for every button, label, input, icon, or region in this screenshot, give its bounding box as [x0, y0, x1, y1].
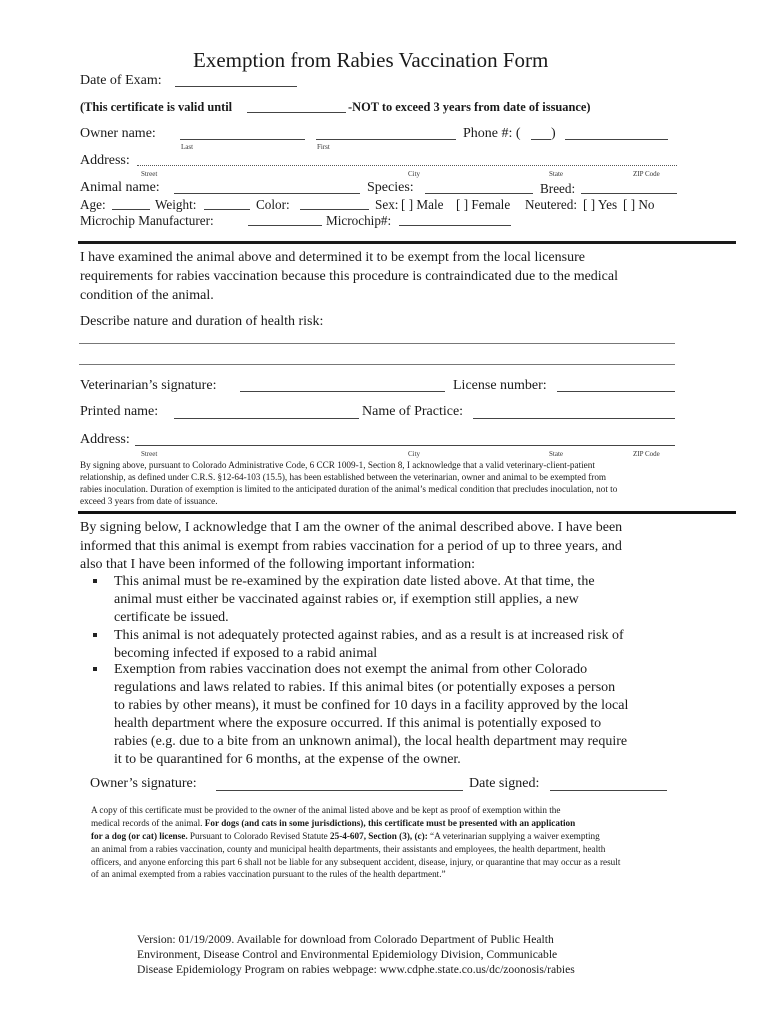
animal-name-field[interactable] [174, 193, 360, 194]
owner-last-name-field[interactable] [180, 139, 305, 140]
license-number-field[interactable] [557, 391, 675, 392]
bullet-icon [93, 633, 97, 637]
printed-name-label: Printed name: [80, 404, 159, 419]
bullet-2-line-2: becoming infected if exposed to a rabid animal [114, 646, 378, 661]
phone-area-code-field[interactable] [531, 139, 551, 140]
phone-close-paren: ) [551, 126, 556, 141]
notice-line-3 [91, 830, 600, 842]
address-caption-state: State [549, 170, 563, 178]
owner-last-caption: Last [181, 143, 194, 151]
breed-label: Breed: [540, 181, 576, 196]
vet-statement-line-3: condition of the animal. [80, 288, 214, 303]
vet-address-field[interactable] [135, 445, 675, 446]
species-label: Species: [367, 180, 414, 195]
phone-label: Phone #: ( [463, 126, 521, 141]
notice-line-3-bold: for a dog (or cat) license. [91, 831, 188, 841]
age-label: Age: [80, 197, 106, 212]
bullet-1-line-2: animal must either be vaccinated against rabies or, if exemption still applies, a new [114, 592, 579, 607]
notice-line-2-plain: medical records of the animal. [91, 818, 205, 828]
owner-intro-line-3: also that I have been informed of the following important information: [80, 557, 476, 572]
practice-name-label: Name of Practice: [362, 404, 464, 419]
microchip-manufacturer-label: Microchip Manufacturer: [80, 213, 214, 228]
vet-legal-line-3: rabies inoculation. Duration of exemption is limited to the anticipated duration of the animal’s medical condition that precludes inoculation, not to [80, 484, 618, 494]
vet-address-caption-zip: ZIP Code [633, 450, 660, 458]
notice-line-1: A copy of this certificate must be provided to the owner of the animal listed above and be kept as proof of exemption within the [91, 805, 561, 815]
vet-statement-line-1: I have examined the animal above and determined it to be exempt from the local licensure [80, 250, 585, 265]
owner-address-label: Address: [80, 153, 130, 168]
bullet-1-line-3: certificate be issued. [114, 610, 229, 625]
notice-line-5: officers, and anyone enforcing this part 6 shall not be liable for any subsequent accident, disease, injury, or quarantine that may occur as a result [91, 857, 621, 867]
animal-name-label: Animal name: [80, 180, 160, 195]
bullet-1-line-1: This animal must be re-examined by the expiration date listed above. At that time, the [114, 574, 595, 589]
bullet-3-line-3: to rabies by other means), it must be confined for 10 days in a facility approved by the local [114, 698, 629, 713]
sex-male-checkbox[interactable]: [ ] Male [401, 197, 444, 212]
date-of-exam-field[interactable] [175, 86, 297, 87]
date-of-exam-label: Date of Exam: [80, 73, 162, 88]
notice-line-2 [91, 817, 575, 829]
microchip-number-label: Microchip#: [326, 213, 392, 228]
vet-statement-line-2: requirements for rabies vaccination because this procedure is contraindicated due to the medical [80, 269, 619, 284]
valid-until-field[interactable] [247, 112, 346, 113]
bullet-3-line-5: rabies (e.g. due to a bite from an unknown animal), the local health department may require [114, 734, 628, 749]
health-risk-field-1[interactable] [79, 343, 675, 344]
vet-signature-field[interactable] [240, 391, 445, 392]
bullet-2-line-1: This animal is not adequately protected against rabies, and as a result is at increased risk of [114, 628, 624, 643]
bullet-3-line-6: it to be quarantined for 6 months, at the expense of the owner. [114, 752, 461, 767]
species-field[interactable] [425, 193, 533, 194]
color-field[interactable] [300, 209, 369, 210]
bullet-icon [93, 667, 97, 671]
vet-legal-line-2: relationship, as defined under C.R.S. §12-64-103 (15.5), has been established between the veterinarian, owner and animal to be exempted from [80, 472, 607, 482]
printed-name-field[interactable] [174, 418, 359, 419]
footer-line-1: Version: 01/19/2009. Available for download from Colorado Department of Public Health [137, 933, 554, 946]
notice-line-3-plain: Pursuant to Colorado Revised Statute [187, 831, 331, 841]
owner-first-name-field[interactable] [316, 139, 456, 140]
age-field[interactable] [112, 209, 150, 210]
date-signed-field[interactable] [550, 790, 667, 791]
notice-line-2-bold: For dogs (and cats in some jurisdictions), this certificate must be presented with an application [204, 818, 576, 828]
owner-address-field[interactable] [137, 165, 677, 166]
vet-signature-label: Veterinarian’s signature: [80, 378, 217, 393]
date-signed-label: Date signed: [469, 776, 540, 791]
footer-line-3: Disease Epidemiology Program on rabies webpage: www.cdphe.state.co.us/dc/zoonosis/rabies [137, 963, 575, 976]
notice-quote-start: “A veterinarian supplying a waiver exempting [427, 831, 600, 841]
color-label: Color: [256, 197, 290, 212]
footer-line-2: Environment, Disease Control and Environmental Epidemiology Division, Communicable [137, 948, 558, 961]
vet-address-caption-city: City [408, 450, 421, 458]
neutered-yes-checkbox[interactable]: [ ] Yes [583, 197, 618, 212]
health-risk-label: Describe nature and duration of health risk: [80, 314, 324, 329]
section-divider-2 [78, 511, 736, 514]
notice-line-6: of an animal exempted from a rabies vaccination pursuant to the rules of the health department.” [91, 869, 446, 879]
valid-until-suffix: -NOT to exceed 3 years from date of issuance) [348, 100, 591, 114]
practice-name-field[interactable] [473, 418, 675, 419]
owner-intro-line-2: informed that this animal is exempt from rabies vaccination for a period of up to three years, and [80, 539, 622, 554]
section-divider-1 [78, 241, 736, 244]
weight-field[interactable] [204, 209, 250, 210]
sex-female-checkbox[interactable]: [ ] Female [456, 197, 511, 212]
bullet-icon [93, 579, 97, 583]
vet-legal-line-4: exceed 3 years from date of issuance. [80, 496, 218, 506]
vet-address-caption-state: State [549, 450, 563, 458]
breed-field[interactable] [581, 193, 677, 194]
owner-signature-label: Owner’s signature: [90, 776, 197, 791]
sex-label: Sex: [375, 197, 399, 212]
vet-legal-line-1: By signing above, pursuant to Colorado Administrative Code, 6 CCR 1009-1, Section 8, I acknowledge that a valid veterinary-client-patient [80, 460, 595, 470]
address-caption-street: Street [141, 170, 158, 178]
owner-intro-line-1: By signing below, I acknowledge that I am the owner of the animal described above. I have been [80, 520, 623, 535]
bullet-3-line-1: Exemption from rabies vaccination does not exempt the animal from other Colorado [114, 662, 588, 677]
vet-address-caption-street: Street [141, 450, 158, 458]
license-number-label: License number: [453, 378, 547, 393]
owner-name-label: Owner name: [80, 126, 156, 141]
bullet-3-line-4: health department where the exposure occurred. If this animal is potentially exposed to [114, 716, 602, 731]
notice-line-4: an animal from a rabies vaccination, county and municipal health departments, their assistants and employees, the health department, health [91, 844, 606, 854]
owner-signature-field[interactable] [216, 790, 463, 791]
address-caption-city: City [408, 170, 421, 178]
microchip-manufacturer-field[interactable] [248, 225, 322, 226]
weight-label: Weight: [155, 197, 197, 212]
microchip-number-field[interactable] [399, 225, 511, 226]
health-risk-field-2[interactable] [79, 364, 675, 365]
valid-until-prefix: (This certificate is valid until [80, 100, 233, 114]
form-title: Exemption from Rabies Vaccination Form [193, 48, 549, 72]
neutered-no-checkbox[interactable]: [ ] No [623, 197, 655, 212]
address-caption-zip: ZIP Code [633, 170, 660, 178]
phone-number-field[interactable] [565, 139, 668, 140]
neutered-label: Neutered: [525, 197, 577, 212]
vet-address-label: Address: [80, 432, 130, 447]
owner-first-caption: First [317, 143, 330, 151]
notice-statute: 25-4-607, Section (3), (c): [330, 831, 428, 841]
bullet-3-line-2: regulations and laws related to rabies. If this animal bites (or potentially exposes a person [114, 680, 616, 695]
